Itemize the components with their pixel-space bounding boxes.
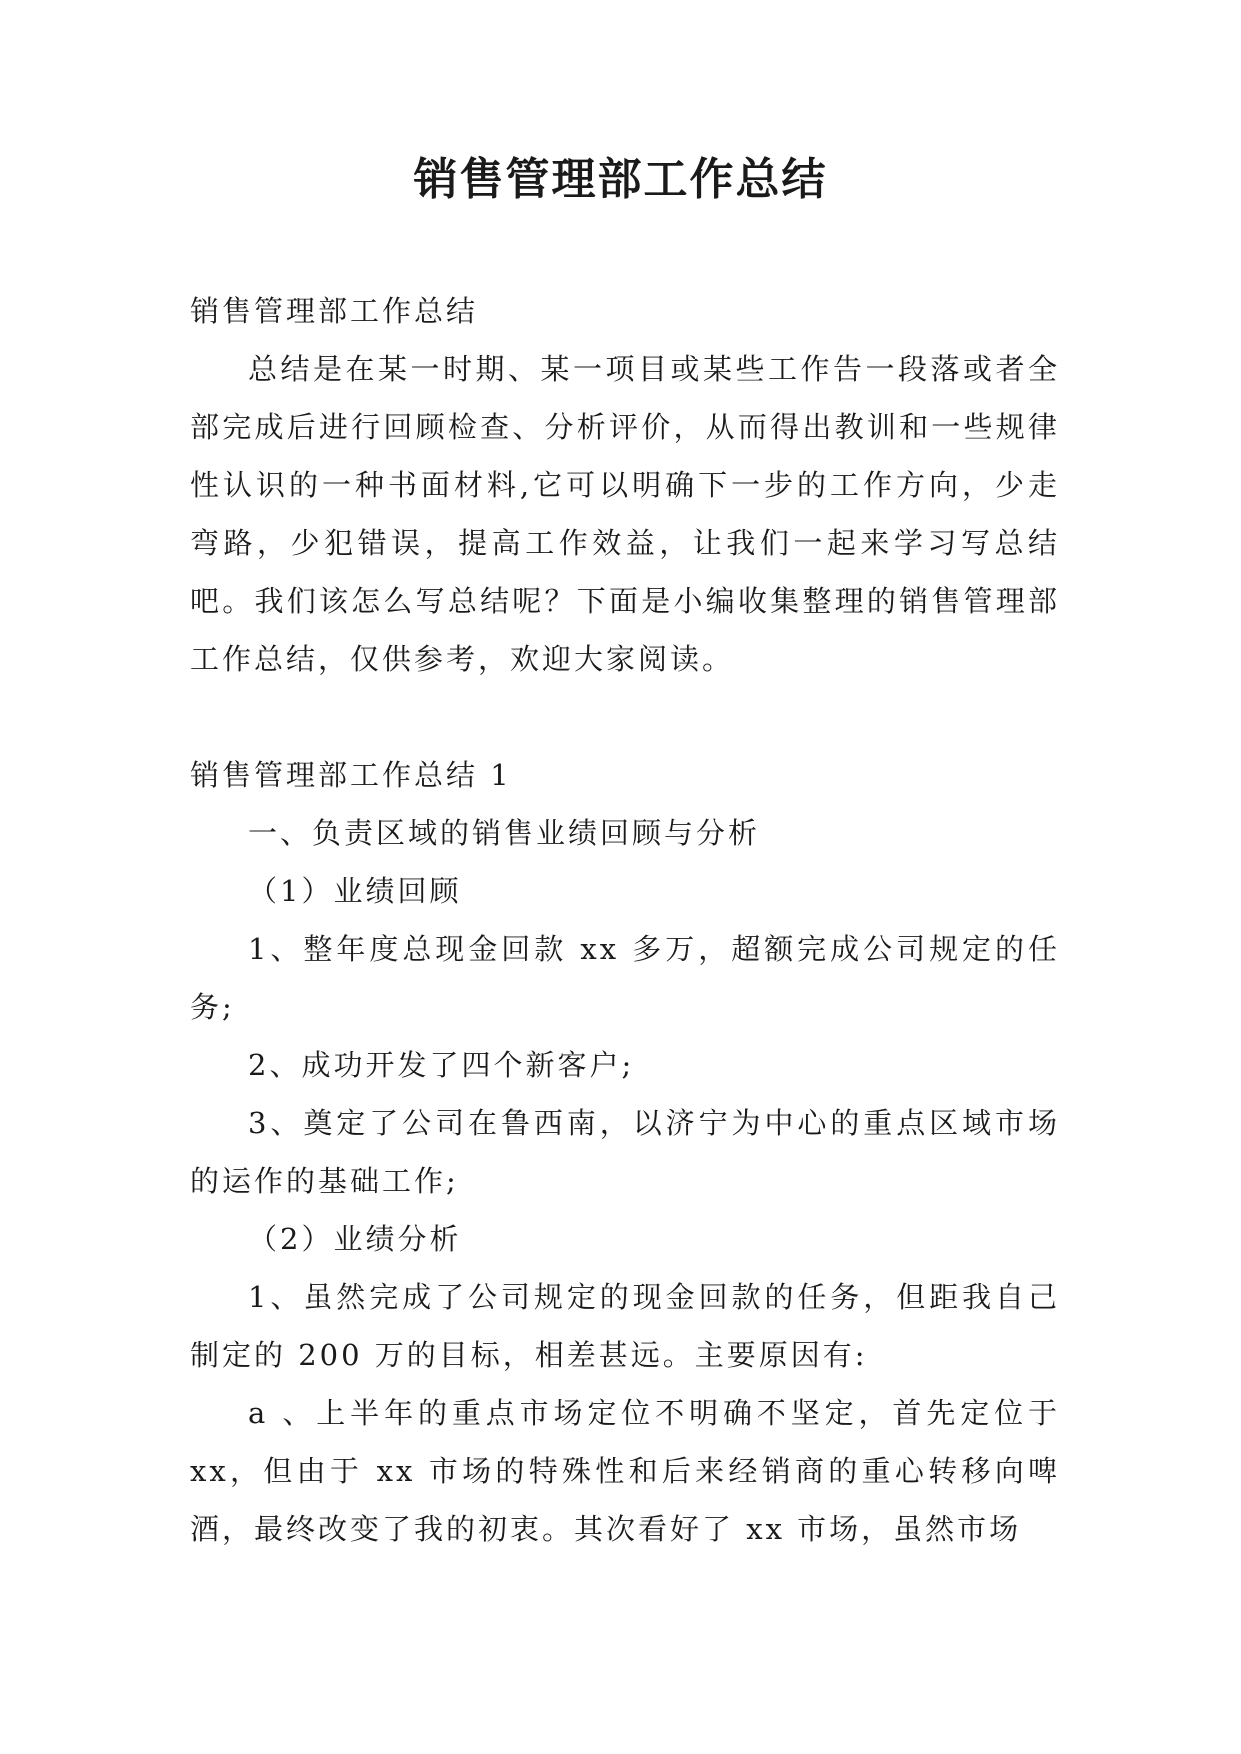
heading-1: 一、负责区域的销售业绩回顾与分析 — [248, 816, 761, 850]
item-1: 1、整年度总现金回款 xx 多万，超额完成公司规定的任务; — [190, 932, 1060, 1024]
document-title: 销售管理部工作总结 — [413, 154, 828, 205]
document-subtitle: 销售管理部工作总结 — [190, 294, 479, 328]
analysis-a: a 、上半年的重点市场定位不明确不坚定，首先定位于 xx，但由于 xx 市场的特殊性和后来经销商的重心转移向啤酒，最终改变了我的初衷。其次看好了 xx 市场，虽然市场 — [190, 1396, 1060, 1546]
intro-paragraph: 总结是在某一时期、某一项目或某些工作告一段落或者全部完成后进行回顾检查、分析评价，从而得出教训和一些规律性认识的一种书面材料,它可以明确下一步的工作方向，少走弯路，少犯错误，提高工作效益，让我们一起来学习写总结吧。我们该怎么写总结呢？下面是小编收集整理的销售管理部工作总结，仅供参考，欢迎大家阅读。 — [190, 352, 1060, 676]
sub-heading-2: （2）业绩分析 — [248, 1222, 462, 1256]
section-title: 销售管理部工作总结 1 — [190, 758, 512, 792]
analysis-1: 1、虽然完成了公司规定的现金回款的任务，但距我自己制定的 200 万的目标，相差甚远。主要原因有: — [190, 1280, 1060, 1372]
sub-heading-1: （1）业绩回顾 — [248, 874, 462, 908]
item-3: 3、奠定了公司在鲁西南，以济宁为中心的重点区域市场的运作的基础工作; — [190, 1106, 1060, 1198]
item-2: 2、成功开发了四个新客户; — [248, 1048, 635, 1082]
document-body — [190, 282, 1060, 1558]
